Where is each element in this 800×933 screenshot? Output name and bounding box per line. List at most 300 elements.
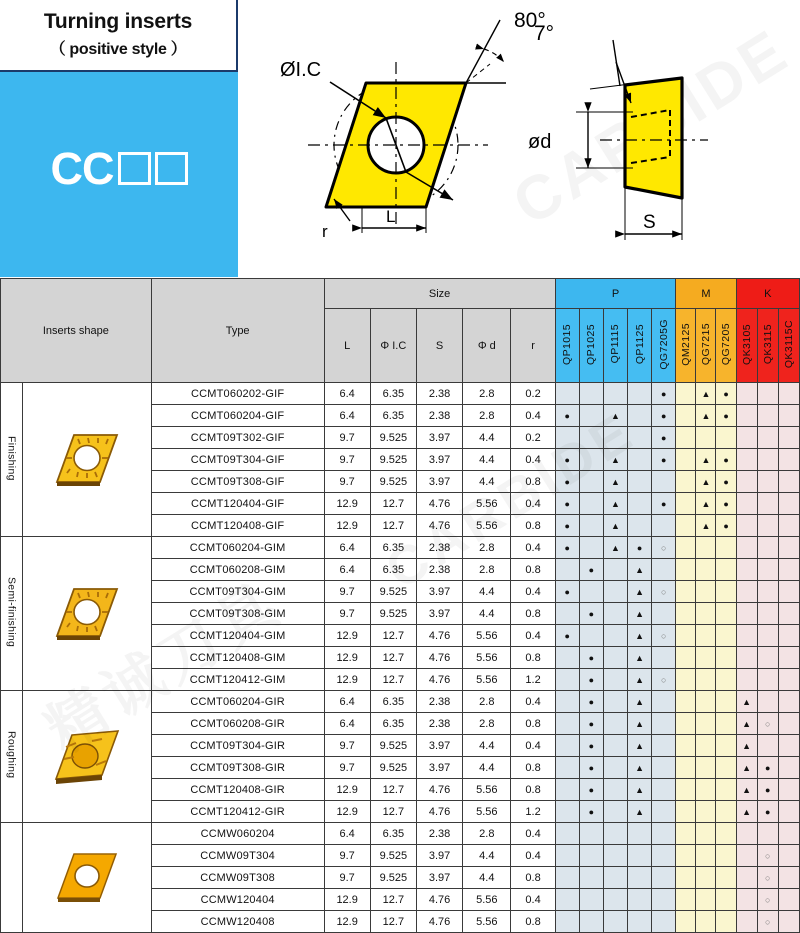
grade-cell-qp1025	[579, 603, 603, 625]
grade-cell-qp1025	[579, 427, 603, 449]
grade-cell-qm2125	[676, 911, 696, 933]
grade-cell-qp1025	[579, 889, 603, 911]
col-size-d: Φ d	[463, 309, 511, 383]
grade-cell-qk3115	[757, 691, 778, 713]
dim-ic: 9.525	[370, 427, 416, 449]
grade-cell-qg7205g	[652, 471, 676, 493]
grade-cell-qp1125	[628, 383, 652, 405]
table-row	[1, 823, 800, 845]
dim-L: 6.4	[324, 823, 370, 845]
grade-cell-qp1115	[603, 889, 627, 911]
grade-cell-qk3115	[757, 867, 778, 889]
grade-cell-qm2125	[676, 581, 696, 603]
dim-r: 0.4	[511, 735, 555, 757]
grade-cell-qg7205	[716, 647, 736, 669]
grade-cell-qg7205g	[652, 845, 676, 867]
grade-cell-qm2125	[676, 801, 696, 823]
grade-cell-qm2125	[676, 823, 696, 845]
col-size: Size	[324, 279, 555, 309]
group-label-4	[1, 823, 23, 933]
dim-ic: 12.7	[370, 801, 416, 823]
dim-ic: 12.7	[370, 515, 416, 537]
grade-cell-qk3115	[757, 537, 778, 559]
grade-cell-qg7205g	[652, 757, 676, 779]
dim-ic: 9.525	[370, 757, 416, 779]
grade-cell-qk3105	[736, 845, 757, 867]
grade-cell-qp1125	[628, 669, 652, 691]
grade-cell-qg7215	[696, 757, 716, 779]
page-subtitle: （ positive style ）	[49, 41, 187, 59]
dim-d: 5.56	[463, 647, 511, 669]
dim-ic: 9.525	[370, 867, 416, 889]
grade-cell-qk3115c	[778, 779, 799, 801]
grade-cell-qg7205g	[652, 713, 676, 735]
dim-ic: 12.7	[370, 889, 416, 911]
dim-ic: 12.7	[370, 779, 416, 801]
grade-cell-qm2125	[676, 845, 696, 867]
grade-cell-qp1115	[603, 559, 627, 581]
dim-L: 6.4	[324, 713, 370, 735]
grade-cell-qg7205	[716, 691, 736, 713]
dim-d: 5.56	[463, 493, 511, 515]
code-placeholder-square	[155, 152, 188, 185]
grade-cell-qp1115	[603, 383, 627, 405]
dim-S: 2.38	[416, 823, 462, 845]
insert-type: CCMT09T304-GIM	[151, 581, 324, 603]
dim-L: 12.9	[324, 647, 370, 669]
grade-cell-qk3115c	[778, 603, 799, 625]
dim-r: 0.4	[511, 625, 555, 647]
grade-cell-qp1125	[628, 779, 652, 801]
grade-cell-qk3115	[757, 823, 778, 845]
insert-shape-image	[23, 823, 152, 933]
dim-S: 2.38	[416, 559, 462, 581]
diagram-label-s: S	[643, 212, 656, 233]
grade-cell-qg7205g	[652, 801, 676, 823]
dim-d: 2.8	[463, 405, 511, 427]
dim-S: 2.38	[416, 383, 462, 405]
grade-cell-qg7215	[696, 823, 716, 845]
grade-cell-qk3105	[736, 669, 757, 691]
grade-cell-qp1015	[555, 537, 579, 559]
grade-cell-qp1125	[628, 559, 652, 581]
grade-cell-qm2125	[676, 603, 696, 625]
grade-cell-qg7205g	[652, 559, 676, 581]
grade-cell-qm2125	[676, 493, 696, 515]
grade-cell-qk3105	[736, 449, 757, 471]
grade-cell-qk3115	[757, 625, 778, 647]
grade-cell-qp1025	[579, 691, 603, 713]
insert-type: CCMT09T304-GIF	[151, 449, 324, 471]
grade-group-k: K	[736, 279, 799, 309]
grade-cell-qp1025	[579, 845, 603, 867]
grade-cell-qg7205g	[652, 427, 676, 449]
dim-d: 2.8	[463, 559, 511, 581]
col-size-l: L	[324, 309, 370, 383]
header-banner	[0, 0, 800, 278]
dim-r: 0.8	[511, 471, 555, 493]
grade-cell-qg7205g	[652, 779, 676, 801]
grade-cell-qg7215	[696, 383, 716, 405]
grade-cell-qp1125	[628, 581, 652, 603]
grade-cell-qk3105	[736, 691, 757, 713]
insert-code-badge	[0, 72, 238, 277]
insert-type: CCMT060204-GIF	[151, 405, 324, 427]
grade-cell-qg7205	[716, 911, 736, 933]
dim-L: 12.9	[324, 515, 370, 537]
insert-type: CCMW09T308	[151, 867, 324, 889]
grade-cell-qk3105	[736, 867, 757, 889]
col-grade-qg7205g: QG7205G	[652, 309, 676, 383]
grade-cell-qp1125	[628, 471, 652, 493]
grade-cell-qp1125	[628, 801, 652, 823]
grade-cell-qm2125	[676, 383, 696, 405]
grade-cell-qp1015	[555, 449, 579, 471]
grade-cell-qp1015	[555, 383, 579, 405]
grade-cell-qg7205g	[652, 647, 676, 669]
dim-r: 0.4	[511, 405, 555, 427]
grade-cell-qm2125	[676, 779, 696, 801]
grade-cell-qk3115	[757, 515, 778, 537]
grade-cell-qg7205	[716, 581, 736, 603]
grade-cell-qp1115	[603, 449, 627, 471]
grade-cell-qk3115	[757, 427, 778, 449]
grade-cell-qk3105	[736, 559, 757, 581]
dim-d: 4.4	[463, 757, 511, 779]
grade-cell-qp1025	[579, 911, 603, 933]
dim-L: 12.9	[324, 493, 370, 515]
insert-type: CCMW120408	[151, 911, 324, 933]
grade-cell-qm2125	[676, 537, 696, 559]
col-inserts-shape: Inserts shape	[1, 279, 152, 383]
grade-cell-qm2125	[676, 559, 696, 581]
grade-cell-qm2125	[676, 449, 696, 471]
grade-cell-qp1115	[603, 405, 627, 427]
grade-cell-qp1015	[555, 867, 579, 889]
col-type: Type	[151, 279, 324, 383]
grade-cell-qk3105	[736, 801, 757, 823]
grade-cell-qk3105	[736, 515, 757, 537]
grade-cell-qp1115	[603, 625, 627, 647]
grade-cell-qk3115c	[778, 581, 799, 603]
dim-r: 0.8	[511, 713, 555, 735]
grade-cell-qg7215	[696, 779, 716, 801]
grade-cell-qp1115	[603, 581, 627, 603]
dim-L: 6.4	[324, 537, 370, 559]
dim-r: 0.4	[511, 581, 555, 603]
dim-r: 0.8	[511, 757, 555, 779]
dim-r: 0.4	[511, 845, 555, 867]
dim-L: 9.7	[324, 867, 370, 889]
dim-r: 0.8	[511, 867, 555, 889]
insert-type: CCMW120404	[151, 889, 324, 911]
grade-cell-qk3115	[757, 383, 778, 405]
grade-cell-qg7215	[696, 625, 716, 647]
grade-cell-qk3115c	[778, 471, 799, 493]
diagram-label-ic: ØI.C	[280, 59, 322, 81]
grade-cell-qp1125	[628, 537, 652, 559]
code-placeholder-square	[118, 152, 151, 185]
grade-cell-qg7205g	[652, 493, 676, 515]
grade-cell-qg7215	[696, 669, 716, 691]
grade-cell-qm2125	[676, 867, 696, 889]
grade-cell-qg7205	[716, 449, 736, 471]
col-grade-qg7215: QG7215	[696, 309, 716, 383]
grade-cell-qk3105	[736, 537, 757, 559]
grade-cell-qp1115	[603, 867, 627, 889]
dim-S: 2.38	[416, 405, 462, 427]
dim-L: 9.7	[324, 471, 370, 493]
grade-cell-qg7205	[716, 801, 736, 823]
grade-cell-qg7205g	[652, 735, 676, 757]
dim-S: 3.97	[416, 471, 462, 493]
dim-r: 1.2	[511, 801, 555, 823]
insert-type: CCMT060202-GIF	[151, 383, 324, 405]
grade-cell-qp1015	[555, 713, 579, 735]
grade-cell-qp1015	[555, 845, 579, 867]
grade-cell-qp1015	[555, 757, 579, 779]
grade-cell-qg7215	[696, 603, 716, 625]
insert-type: CCMT120412-GIR	[151, 801, 324, 823]
grade-cell-qk3115	[757, 647, 778, 669]
grade-cell-qm2125	[676, 889, 696, 911]
grade-cell-qk3105	[736, 647, 757, 669]
grade-cell-qg7215	[696, 427, 716, 449]
grade-cell-qp1125	[628, 889, 652, 911]
dim-S: 4.76	[416, 779, 462, 801]
dim-d: 4.4	[463, 471, 511, 493]
grade-cell-qp1025	[579, 625, 603, 647]
dim-ic: 6.35	[370, 559, 416, 581]
col-grade-qp1115: QP1115	[603, 309, 627, 383]
dim-ic: 6.35	[370, 383, 416, 405]
col-grade-qm2125: QM2125	[676, 309, 696, 383]
grade-cell-qm2125	[676, 471, 696, 493]
grade-cell-qg7205	[716, 757, 736, 779]
grade-cell-qp1015	[555, 801, 579, 823]
dim-r: 0.8	[511, 559, 555, 581]
grade-cell-qk3105	[736, 779, 757, 801]
grade-cell-qp1125	[628, 867, 652, 889]
grade-cell-qg7215	[696, 713, 716, 735]
dim-L: 9.7	[324, 845, 370, 867]
grade-cell-qg7205	[716, 493, 736, 515]
grade-cell-qg7205g	[652, 603, 676, 625]
grade-cell-qg7205g	[652, 823, 676, 845]
grade-cell-qp1025	[579, 493, 603, 515]
dim-d: 4.4	[463, 603, 511, 625]
grade-cell-qp1125	[628, 647, 652, 669]
dim-d: 4.4	[463, 449, 511, 471]
col-grade-qk3105: QK3105	[736, 309, 757, 383]
grade-cell-qk3115c	[778, 383, 799, 405]
grade-cell-qg7205	[716, 625, 736, 647]
grade-cell-qg7205	[716, 405, 736, 427]
dim-S: 4.76	[416, 647, 462, 669]
insert-type: CCMT09T308-GIF	[151, 471, 324, 493]
col-size-ic: Φ I.C	[370, 309, 416, 383]
dim-r: 1.2	[511, 669, 555, 691]
grade-cell-qp1025	[579, 405, 603, 427]
dim-S: 3.97	[416, 427, 462, 449]
grade-cell-qp1025	[579, 713, 603, 735]
insert-type: CCMT120408-GIF	[151, 515, 324, 537]
grade-cell-qp1015	[555, 669, 579, 691]
grade-cell-qp1115	[603, 603, 627, 625]
grade-cell-qk3115	[757, 559, 778, 581]
dim-S: 3.97	[416, 449, 462, 471]
insert-type: CCMT120404-GIM	[151, 625, 324, 647]
dim-S: 3.97	[416, 603, 462, 625]
grade-cell-qp1115	[603, 801, 627, 823]
grade-cell-qk3115	[757, 779, 778, 801]
grade-cell-qg7205	[716, 383, 736, 405]
grade-cell-qk3115	[757, 889, 778, 911]
grade-cell-qg7205	[716, 713, 736, 735]
dim-r: 0.8	[511, 603, 555, 625]
grade-cell-qm2125	[676, 713, 696, 735]
dim-S: 3.97	[416, 845, 462, 867]
dim-S: 3.97	[416, 867, 462, 889]
grade-cell-qm2125	[676, 691, 696, 713]
dim-ic: 12.7	[370, 493, 416, 515]
grade-cell-qk3105	[736, 603, 757, 625]
dim-S: 2.38	[416, 691, 462, 713]
grade-cell-qm2125	[676, 405, 696, 427]
grade-cell-qk3115	[757, 603, 778, 625]
dim-ic: 6.35	[370, 823, 416, 845]
insert-type: CCMT09T302-GIF	[151, 427, 324, 449]
grade-cell-qk3105	[736, 493, 757, 515]
dim-r: 0.4	[511, 537, 555, 559]
grade-cell-qg7205	[716, 603, 736, 625]
grade-cell-qg7215	[696, 493, 716, 515]
grade-cell-qk3105	[736, 735, 757, 757]
dim-ic: 6.35	[370, 405, 416, 427]
insert-shape-image	[23, 537, 152, 691]
grade-cell-qk3105	[736, 713, 757, 735]
grade-cell-qp1015	[555, 405, 579, 427]
col-grade-qk3115: QK3115	[757, 309, 778, 383]
table-row	[1, 537, 800, 559]
grade-cell-qg7205g	[652, 581, 676, 603]
grade-cell-qg7205g	[652, 405, 676, 427]
grade-cell-qg7205g	[652, 449, 676, 471]
dim-ic: 12.7	[370, 647, 416, 669]
grade-cell-qg7205	[716, 823, 736, 845]
grade-cell-qp1015	[555, 559, 579, 581]
dim-d: 2.8	[463, 823, 511, 845]
grade-cell-qg7205	[716, 471, 736, 493]
grade-cell-qp1115	[603, 669, 627, 691]
dim-L: 9.7	[324, 427, 370, 449]
dim-ic: 9.525	[370, 845, 416, 867]
dim-d: 4.4	[463, 735, 511, 757]
dim-L: 12.9	[324, 669, 370, 691]
grade-cell-qk3115c	[778, 735, 799, 757]
grade-cell-qp1115	[603, 471, 627, 493]
dim-L: 6.4	[324, 559, 370, 581]
grade-cell-qg7205	[716, 867, 736, 889]
grade-cell-qp1115	[603, 515, 627, 537]
dim-S: 3.97	[416, 581, 462, 603]
dim-r: 0.8	[511, 515, 555, 537]
insert-type: CCMT09T304-GIR	[151, 735, 324, 757]
col-grade-qg7205: QG7205	[716, 309, 736, 383]
insert-type: CCMT120408-GIM	[151, 647, 324, 669]
dim-r: 0.8	[511, 779, 555, 801]
dim-L: 12.9	[324, 911, 370, 933]
insert-type: CCMT060204-GIR	[151, 691, 324, 713]
grade-cell-qm2125	[676, 625, 696, 647]
grade-cell-qk3115	[757, 735, 778, 757]
grade-cell-qp1125	[628, 449, 652, 471]
grade-cell-qp1115	[603, 537, 627, 559]
technical-diagram	[238, 0, 800, 278]
grade-cell-qk3105	[736, 823, 757, 845]
grade-cell-qg7205	[716, 427, 736, 449]
dim-d: 5.56	[463, 779, 511, 801]
grade-cell-qp1115	[603, 735, 627, 757]
dim-L: 12.9	[324, 779, 370, 801]
grade-cell-qk3115	[757, 581, 778, 603]
grade-cell-qk3115	[757, 471, 778, 493]
grade-cell-qk3105	[736, 625, 757, 647]
grade-cell-qp1015	[555, 735, 579, 757]
grade-cell-qp1125	[628, 713, 652, 735]
grade-cell-qk3115c	[778, 889, 799, 911]
grade-cell-qk3115c	[778, 823, 799, 845]
grade-cell-qk3115c	[778, 449, 799, 471]
grade-cell-qp1025	[579, 471, 603, 493]
grade-cell-qk3115	[757, 757, 778, 779]
dim-d: 5.56	[463, 801, 511, 823]
grade-cell-qm2125	[676, 669, 696, 691]
grade-cell-qp1015	[555, 691, 579, 713]
group-label-2: Semi-finishing	[1, 537, 23, 691]
grade-cell-qp1015	[555, 493, 579, 515]
grade-cell-qg7215	[696, 867, 716, 889]
dim-L: 9.7	[324, 581, 370, 603]
dim-ic: 9.525	[370, 735, 416, 757]
grade-cell-qg7215	[696, 691, 716, 713]
grade-cell-qk3115	[757, 493, 778, 515]
dim-S: 3.97	[416, 735, 462, 757]
dim-L: 12.9	[324, 889, 370, 911]
dim-r: 0.4	[511, 449, 555, 471]
grade-cell-qp1025	[579, 801, 603, 823]
grade-cell-qg7205	[716, 735, 736, 757]
grade-group-p: P	[555, 279, 676, 309]
grade-cell-qp1125	[628, 603, 652, 625]
insert-type: CCMT060208-GIM	[151, 559, 324, 581]
grade-cell-qm2125	[676, 427, 696, 449]
col-size-r: r	[511, 309, 555, 383]
grade-cell-qg7205g	[652, 911, 676, 933]
grade-cell-qp1115	[603, 757, 627, 779]
insert-type: CCMT120412-GIM	[151, 669, 324, 691]
dim-d: 5.56	[463, 889, 511, 911]
dim-ic: 9.525	[370, 449, 416, 471]
grade-cell-qk3115c	[778, 647, 799, 669]
grade-cell-qk3115c	[778, 669, 799, 691]
grade-cell-qg7215	[696, 801, 716, 823]
dim-L: 6.4	[324, 383, 370, 405]
dim-S: 4.76	[416, 889, 462, 911]
grade-cell-qp1015	[555, 515, 579, 537]
diagram-label-d: ød	[528, 131, 552, 153]
dim-L: 9.7	[324, 449, 370, 471]
